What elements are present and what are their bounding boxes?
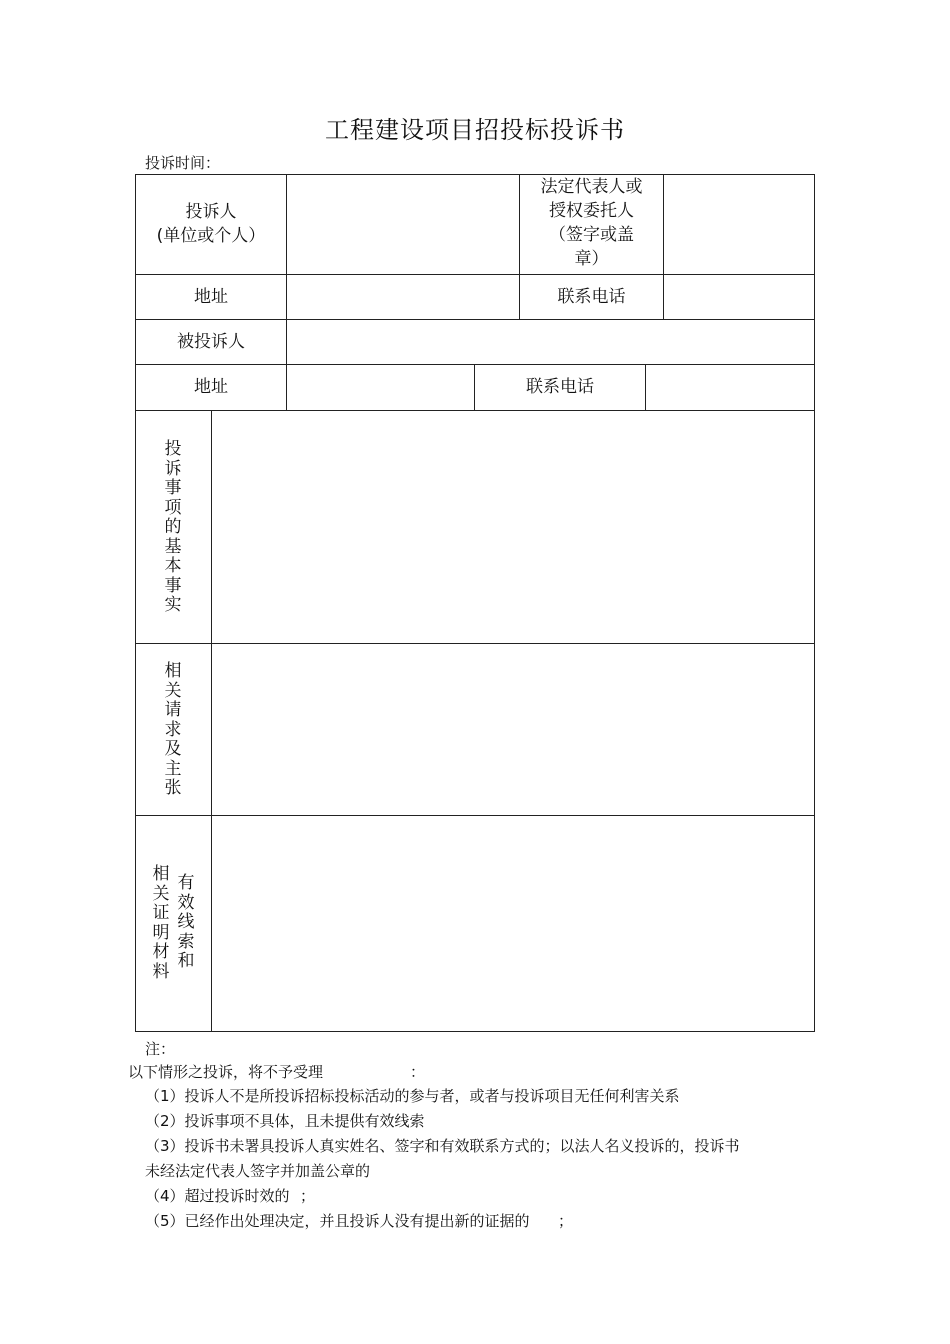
notes-intro-colon: ： bbox=[410, 1063, 426, 1081]
note-item-2: （2）投诉事项不具体，且未提供有效线索 bbox=[145, 1112, 425, 1130]
note-item-5-end: ； bbox=[558, 1212, 574, 1230]
note-item-3-continued: 未经法定代表人签字并加盖公章的 bbox=[145, 1162, 371, 1180]
respondent-address-label: 地址 bbox=[194, 377, 228, 397]
complainant-input[interactable] bbox=[287, 175, 519, 274]
facts-input[interactable] bbox=[212, 411, 814, 643]
facts-label: 投诉事项的基本事实 bbox=[164, 439, 182, 615]
note-item-4: （4）超过投诉时效的 bbox=[145, 1187, 290, 1205]
evidence-label-line1: 有效线索和 bbox=[177, 873, 195, 971]
legal-representative-label: 法定代表人或 授权委托人 （签字或盖 章） bbox=[540, 177, 643, 269]
evidence-label-line2: 相关证明材料 bbox=[152, 864, 170, 982]
complainant-address-label: 地址 bbox=[194, 287, 228, 307]
complainant-address-input[interactable] bbox=[287, 275, 519, 319]
respondent-phone-label: 联系电话 bbox=[526, 377, 594, 397]
requests-input[interactable] bbox=[212, 644, 814, 815]
note-item-4-end: ； bbox=[300, 1187, 316, 1205]
requests-label: 相关请求及主张 bbox=[164, 661, 182, 798]
complaint-time-label: 投诉时间： bbox=[145, 154, 221, 172]
respondent-label: 被投诉人 bbox=[177, 332, 245, 352]
legal-representative-signature[interactable] bbox=[664, 175, 814, 274]
complainant-label: 投诉人 (单位或个人） bbox=[156, 202, 266, 246]
respondent-input[interactable] bbox=[287, 320, 814, 364]
notes-intro: 以下情形之投诉，将不予受理 bbox=[128, 1063, 324, 1081]
page-title: 工程建设项目招投标投诉书 bbox=[325, 116, 625, 144]
note-item-5: （5）已经作出处理决定，并且投诉人没有提出新的证据的 bbox=[145, 1212, 530, 1230]
notes-heading: 注： bbox=[145, 1040, 176, 1058]
evidence-input[interactable] bbox=[212, 816, 814, 1031]
complainant-phone-label: 联系电话 bbox=[557, 287, 626, 307]
note-item-3: （3）投诉书未署具投诉人真实姓名、签字和有效联系方式的；以法人名义投诉的，投诉书 bbox=[145, 1137, 740, 1155]
note-item-1: （1）投诉人不是所投诉招标投标活动的参与者，或者与投诉项目无任何利害关系 bbox=[145, 1087, 680, 1105]
respondent-phone-input[interactable] bbox=[646, 365, 814, 410]
complainant-phone-input[interactable] bbox=[664, 275, 814, 319]
respondent-address-input[interactable] bbox=[287, 365, 474, 410]
